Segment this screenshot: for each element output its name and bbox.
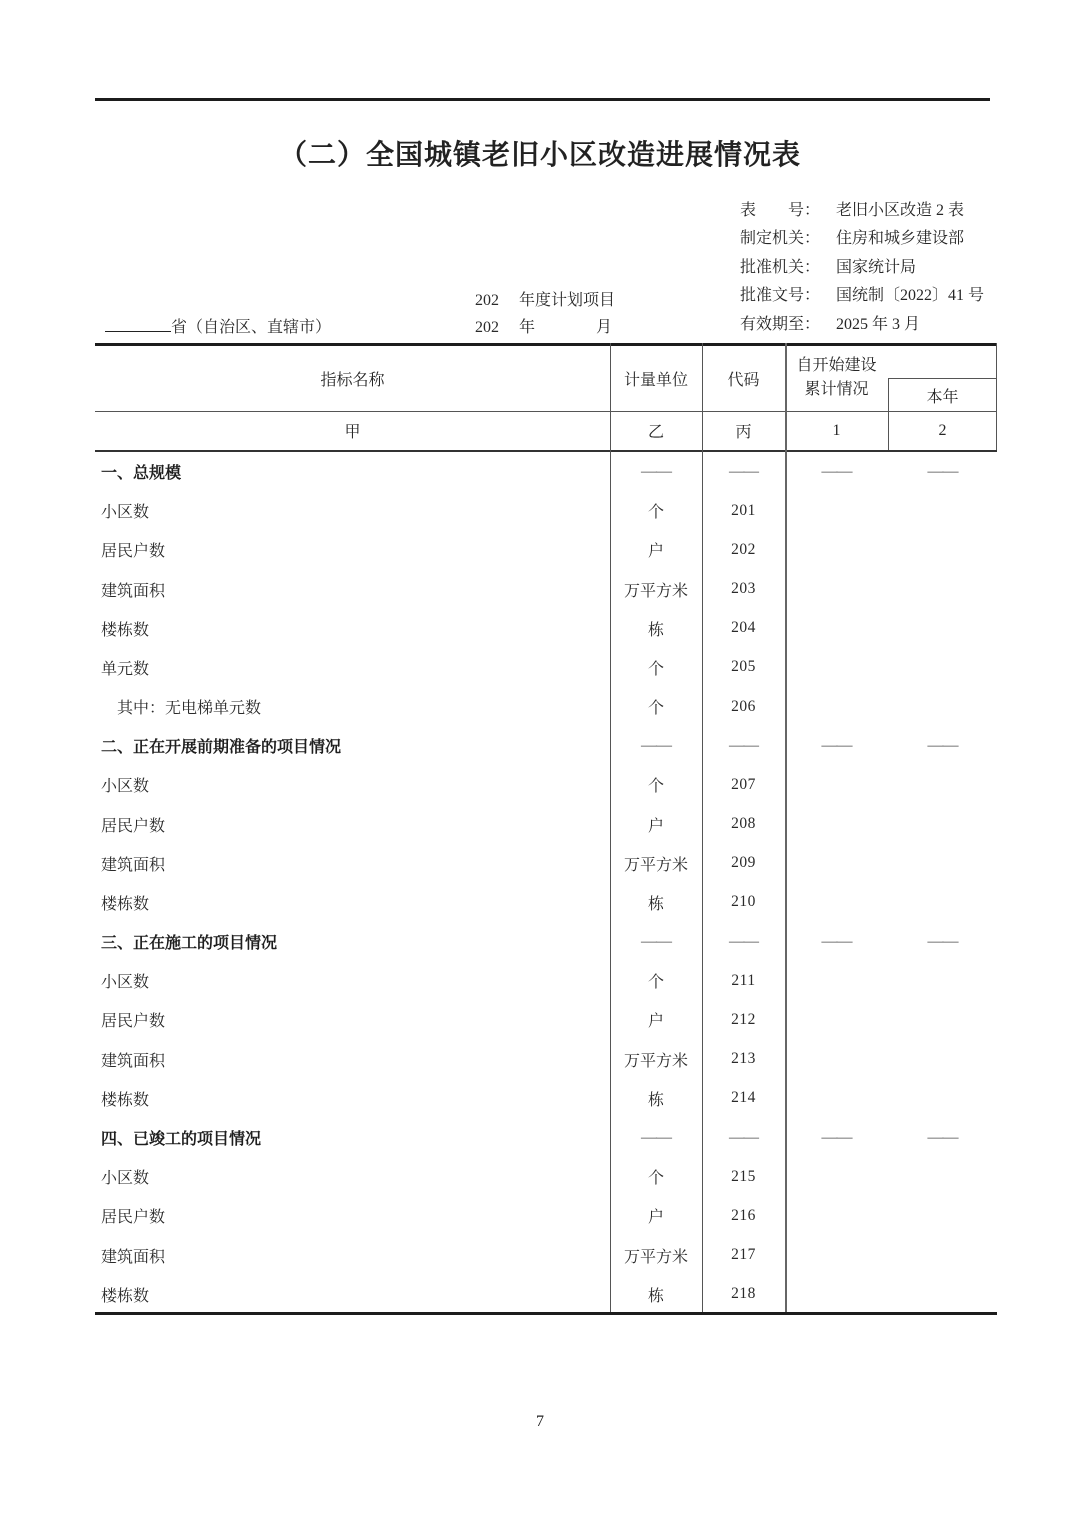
indicator-name-cell: 楼栋数 [101, 895, 150, 913]
table-row [95, 648, 997, 687]
code-cell: —— [729, 932, 758, 950]
page-title: （二）全国城镇老旧小区改造进展情况表 [278, 140, 801, 171]
unit-cell: 万平方米 [623, 1052, 688, 1070]
meta-row-form-number [740, 197, 1040, 225]
code-cell: 210 [731, 893, 756, 911]
meta-value: 老旧小区改造 2 表 [836, 202, 965, 219]
table-row [95, 883, 997, 922]
indicator-name-cell: 居民户数 [101, 1013, 166, 1031]
value-cell-current-year: —— [927, 932, 958, 950]
cumulative-line2: 累计情况 [804, 381, 869, 398]
column-code-2: 2 [938, 421, 947, 439]
unit-cell: 栋 [647, 1287, 664, 1305]
unit-cell: 个 [647, 504, 664, 522]
meta-row-approving-agency [740, 254, 1040, 282]
table-row [95, 1275, 997, 1314]
value-cell-cumulative: —— [821, 1128, 852, 1146]
indicator-name-cell: 小区数 [101, 504, 150, 522]
column-code-bing: 丙 [735, 424, 752, 441]
top-rule [95, 98, 990, 101]
unit-cell: —— [641, 736, 671, 754]
indicator-name-cell: 四、已竣工的项目情况 [101, 1131, 262, 1148]
column-header-cumulative [785, 351, 888, 405]
table-row [95, 961, 997, 1000]
table-row [95, 844, 997, 883]
value-cell-cumulative: —— [821, 736, 852, 754]
unit-cell: 户 [647, 817, 664, 835]
province-label: 省（自治区、直辖市） [171, 319, 332, 336]
code-cell: 214 [731, 1089, 756, 1107]
meta-label: 制定机关： [740, 230, 821, 248]
unit-cell: 栋 [647, 621, 664, 639]
column-code-jia: 甲 [344, 424, 361, 441]
code-cell: 207 [731, 775, 756, 793]
indicator-name-cell: 一、总规模 [101, 465, 182, 483]
table-row-sub-item [95, 687, 997, 726]
code-cell: —— [729, 462, 758, 480]
date-year-label: 年 [519, 319, 536, 336]
code-cell: 213 [731, 1050, 756, 1068]
section-row [95, 726, 997, 765]
province-line [105, 314, 331, 337]
code-cell: 215 [731, 1167, 756, 1185]
meta-label: 批准机关： [740, 258, 821, 276]
section-row [95, 452, 997, 491]
unit-cell: 户 [647, 1209, 664, 1227]
meta-row-issuing-agency [740, 225, 1040, 253]
table-row [95, 1040, 997, 1079]
indicator-name-cell: 居民户数 [101, 543, 166, 561]
unit-cell: 个 [647, 778, 664, 796]
indicator-name-cell: 建筑面积 [101, 1248, 166, 1266]
indicator-name-cell: 建筑面积 [101, 856, 166, 874]
meta-value: 2025 年 3 月 [836, 315, 921, 333]
unit-cell: —— [641, 1128, 671, 1146]
unit-cell: 户 [647, 1013, 664, 1031]
indicator-name-cell: 二、正在开展前期准备的项目情况 [101, 739, 342, 757]
unit-cell: —— [641, 932, 671, 950]
unit-cell: 个 [647, 1170, 664, 1188]
indicator-name-cell: 其中：无电梯单元数 [117, 700, 262, 718]
value-cell-cumulative: —— [821, 932, 852, 950]
value-cell-current-year: —— [927, 462, 958, 480]
unit-cell: 万平方米 [623, 856, 688, 874]
table-row [95, 530, 997, 569]
code-cell: 208 [731, 815, 756, 833]
plan-year-prefix: 202 [475, 292, 499, 309]
province-blank-field [105, 314, 171, 332]
code-cell: 212 [731, 1010, 756, 1028]
code-cell: 209 [731, 854, 756, 872]
meta-label: 有效期至： [740, 315, 821, 333]
meta-row-valid-until [740, 311, 1040, 339]
code-cell: 205 [731, 658, 756, 676]
meta-label: 表 号： [740, 202, 821, 219]
table-body [95, 452, 997, 1314]
form-meta-block [740, 197, 1040, 339]
value-cell-current-year: —— [927, 736, 958, 754]
column-header-code: 代码 [727, 372, 760, 389]
indicator-name-cell: 楼栋数 [101, 621, 150, 639]
table-row [95, 1196, 997, 1235]
unit-cell: 栋 [647, 1091, 664, 1109]
meta-value: 住房和城乡建设部 [836, 230, 965, 248]
column-header-indicator: 指标名称 [320, 372, 385, 389]
code-cell: —— [729, 1128, 758, 1146]
indicator-name-cell: 建筑面积 [101, 1052, 166, 1070]
plan-year-line [475, 287, 615, 310]
code-cell: 202 [731, 540, 756, 558]
indicator-name-cell: 楼栋数 [101, 1091, 150, 1109]
table-row [95, 805, 997, 844]
indicator-name-cell: 居民户数 [101, 817, 166, 835]
code-cell: 203 [731, 580, 756, 598]
unit-cell: —— [641, 462, 671, 480]
page-number: 7 [536, 1413, 544, 1430]
code-cell: 218 [731, 1285, 756, 1303]
table-row [95, 609, 997, 648]
unit-cell: 个 [647, 660, 664, 678]
code-cell: 211 [731, 971, 756, 989]
code-cell: 217 [731, 1246, 756, 1264]
indicator-name-cell: 小区数 [101, 1170, 150, 1188]
table-row [95, 1235, 997, 1274]
column-header-this-year: 本年 [926, 388, 959, 406]
indicator-name-cell: 单元数 [101, 660, 150, 678]
unit-cell: 个 [647, 700, 664, 718]
unit-cell: 个 [647, 974, 664, 992]
indicator-name-cell: 楼栋数 [101, 1287, 150, 1305]
table-row [95, 570, 997, 609]
statistics-table [95, 343, 997, 1315]
date-month-label: 月 [596, 319, 613, 336]
report-date-line [475, 314, 612, 337]
unit-cell: 栋 [647, 895, 664, 913]
date-year-prefix: 202 [475, 319, 499, 336]
indicator-name-cell: 建筑面积 [101, 582, 166, 600]
table-row [95, 1000, 997, 1039]
value-cell-cumulative: —— [821, 462, 852, 480]
meta-row-approval-document [740, 282, 1040, 310]
column-header-unit: 计量单位 [623, 372, 688, 389]
section-row [95, 922, 997, 961]
unit-cell: 户 [647, 543, 664, 561]
section-row [95, 1118, 997, 1157]
table-row [95, 1157, 997, 1196]
plan-year-label: 年度计划项目 [519, 292, 616, 309]
code-cell: 206 [731, 697, 756, 715]
indicator-name-cell: 三、正在施工的项目情况 [101, 935, 278, 953]
table-row [95, 765, 997, 804]
meta-label: 批准文号： [740, 287, 821, 305]
indicator-name-cell: 居民户数 [101, 1209, 166, 1227]
table-row [95, 1079, 997, 1118]
code-cell: 216 [731, 1206, 756, 1224]
indicator-name-cell: 小区数 [101, 778, 150, 796]
code-cell: —— [729, 736, 758, 754]
meta-value: 国家统计局 [836, 258, 917, 276]
unit-cell: 万平方米 [623, 582, 688, 600]
code-cell: 201 [731, 501, 756, 519]
table-row [95, 491, 997, 530]
meta-value: 国统制〔2022〕41 号 [836, 287, 985, 305]
cumulative-line1: 自开始建设 [796, 357, 877, 374]
column-code-1: 1 [832, 421, 841, 439]
column-code-yi: 乙 [647, 424, 664, 441]
value-cell-current-year: —— [927, 1128, 958, 1146]
indicator-name-cell: 小区数 [101, 974, 150, 992]
unit-cell: 万平方米 [623, 1248, 688, 1266]
code-cell: 204 [731, 619, 756, 637]
